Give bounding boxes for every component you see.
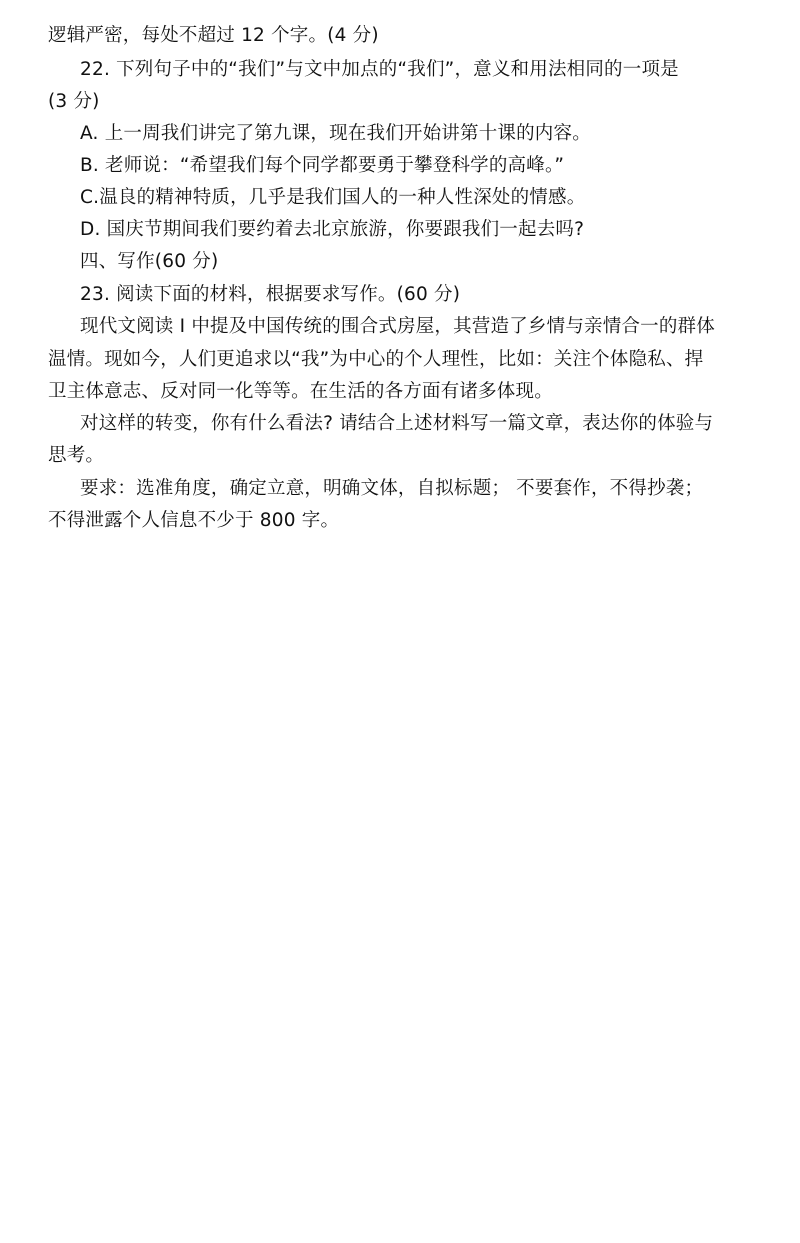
- requirement-line-1: 要求：选准角度，确定立意，明确文体，自拟标题； 不要套作，不得抄袭；: [80, 478, 704, 499]
- prompt-line-1: 对这样的转变，你有什么看法? 请结合上述材料写一篇文章，表达你的体验与: [80, 413, 714, 434]
- question-21-tail: 逻辑严密，每处不超过 12 个字。(4 分): [48, 25, 379, 46]
- prompt-line-2: 思考。: [48, 445, 105, 466]
- option-b: B. 老师说：“希望我们每个同学都要勇于攀登科学的高峰。”: [80, 155, 565, 176]
- option-d: D. 国庆节期间我们要约着去北京旅游，你要跟我们一起去吗?: [80, 219, 585, 240]
- option-a: A. 上一周我们讲完了第九课，现在我们开始讲第十课的内容。: [80, 123, 591, 144]
- material-line-1: 现代文阅读 I 中提及中国传统的围合式房屋，其营造了乡情与亲情合一的群体: [80, 316, 715, 337]
- material-line-2: 温情。现如今，人们更追求以“我”为中心的个人理性，比如：关注个体隐私、捍: [48, 349, 704, 370]
- section-writing-heading: 四、写作(60 分): [80, 251, 219, 272]
- question-23-stem: 23. 阅读下面的材料，根据要求写作。(60 分): [80, 284, 461, 305]
- option-c: C.温良的精神特质，几乎是我们国人的一种人性深处的情感。: [80, 187, 586, 208]
- question-22-stem: 22. 下列句子中的“我们”与文中加点的“我们”，意义和用法相同的一项是: [80, 59, 679, 80]
- material-line-3: 卫主体意志、反对同一化等等。在生活的各方面有诸多体现。: [48, 381, 553, 402]
- question-22-score: (3 分): [48, 91, 100, 112]
- requirement-line-2: 不得泄露个人信息不少于 800 字。: [48, 510, 340, 531]
